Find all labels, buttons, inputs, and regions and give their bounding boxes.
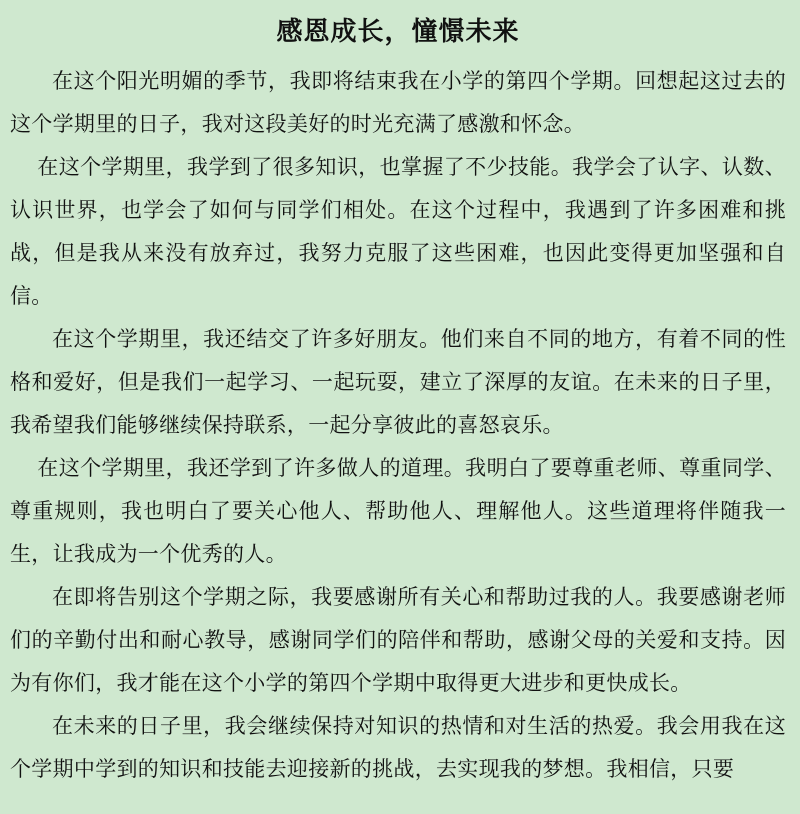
paragraph-future: 在未来的日子里，我会继续保持对知识的热情和对生活的热爱。我会用我在这个学期中学到的知识和技能去迎接新的挑战，去实现我的梦想。我相信，只要 [10,714,786,781]
paragraph-knowledge: 在这个学期里，我学到了很多知识，也掌握了不少技能。我学会了认字、认数、认识世界，也学会了如何与同学们相处。在这个过程中，我遇到了许多困难和挑战，但是我从来没有放弃过，我努力克服了这些困难，也因此变得更加坚强和自信。 [10,155,786,308]
paragraph-principles: 在这个学期里，我还学到了许多做人的道理。我明白了要尊重老师、尊重同学、尊重规则，我也明白了要关心他人、帮助他人、理解他人。这些道理将伴随我一生，让我成为一个优秀的人。 [10,456,786,566]
essay-title: 感恩成长，憧憬未来 [276,17,520,47]
paragraph-intro: 在这个阳光明媚的季节，我即将结束我在小学的第四个学期。回想起这过去的这个学期里的日子，我对这段美好的时光充满了感激和怀念。 [10,69,786,136]
paragraph-gratitude: 在即将告别这个学期之际，我要感谢所有关心和帮助过我的人。我要感谢老师们的辛勤付出和耐心教导，感谢同学们的陪伴和帮助，感谢父母的关爱和支持。因为有你们，我才能在这个小学的第四个学期中取得更大进步和更快成长。 [10,585,786,695]
paragraph-friends: 在这个学期里，我还结交了许多好朋友。他们来自不同的地方，有着不同的性格和爱好，但是我们一起学习、一起玩耍，建立了深厚的友谊。在未来的日子里，我希望我们能够继续保持联系，一起分享彼此的喜怒哀乐。 [10,327,786,437]
